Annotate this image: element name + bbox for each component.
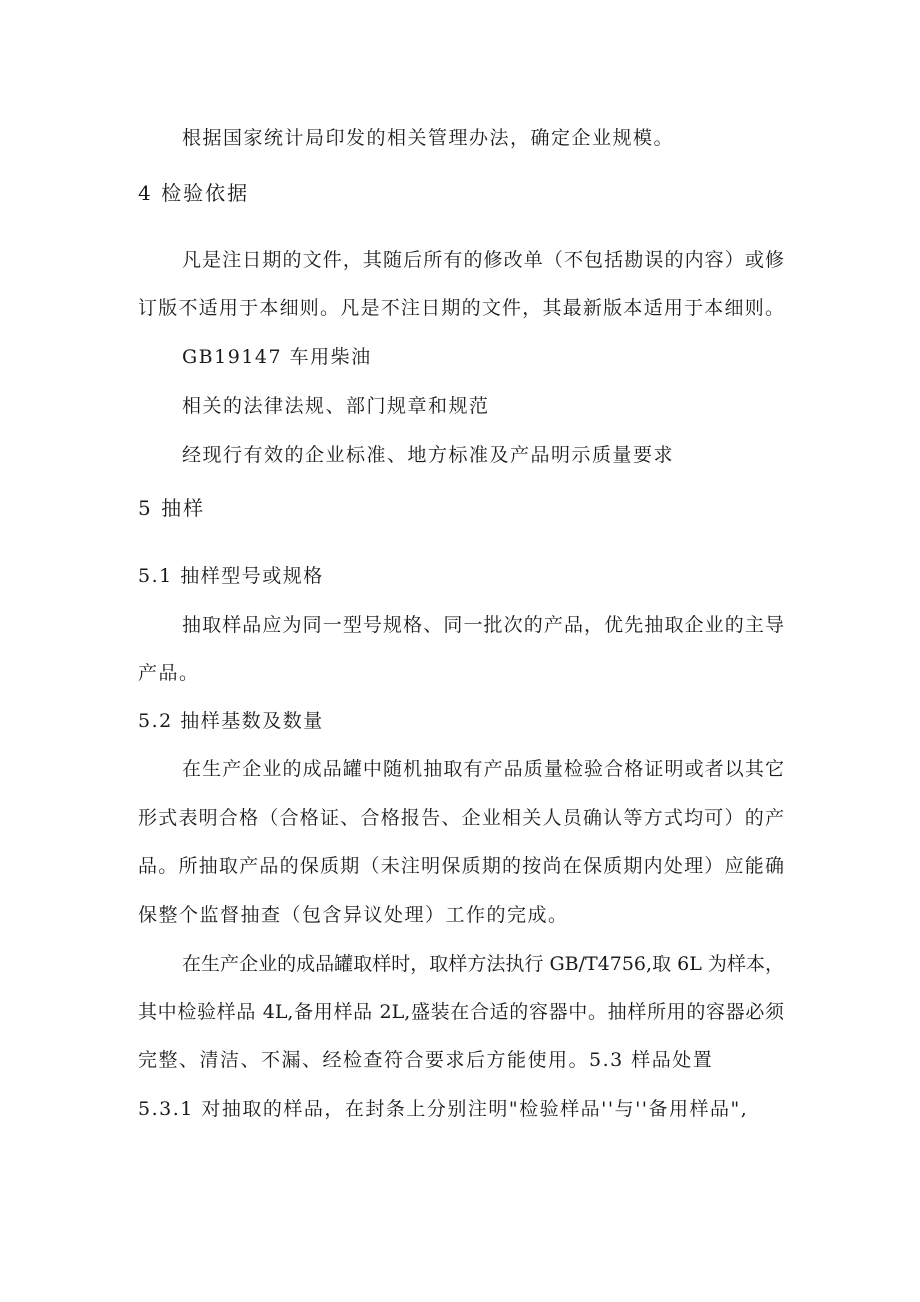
paragraph-5-2-a-line-2: 形式表明合格（合格证、合格报告、企业相关人员确认等方式均可）的产 [138, 807, 784, 829]
reference-laws-regulations: 相关的法律法规、部门规章和规范 [182, 395, 490, 417]
paragraph-5-1-line-2: 产品。 [138, 662, 200, 684]
subsection-heading-5-1: 5.1 抽样型号或规格 [138, 565, 324, 587]
reference-enterprise-standards: 经现行有效的企业标准、地方标准及产品明示质量要求 [182, 444, 675, 466]
paragraph-5-2-b-line-3: 完整、清洁、不漏、经检查符合要求后方能使用。5.3 样品处置 [138, 1049, 714, 1071]
paragraph-enterprise-scale: 根据国家统计局印发的相关管理办法，确定企业规模。 [182, 127, 675, 149]
standard-reference-gb19147: GB19147 车用柴油 [182, 346, 372, 368]
subsection-heading-5-2: 5.2 抽样基数及数量 [138, 710, 324, 732]
section-heading-sampling: 5 抽样 [138, 496, 206, 520]
paragraph-dated-documents-line-2: 订版不适用于本细则。凡是不注日期的文件，其最新版本适用于本细则。 [138, 297, 784, 319]
paragraph-5-2-b-line-1: 在生产企业的成品罐取样时，取样方法执行 GB/T4756,取 6L 为样本， [182, 953, 784, 975]
paragraph-5-2-b-line-2: 其中检验样品 4L,备用样品 2L,盛装在合适的容器中。抽样所用的容器必须 [138, 1001, 784, 1023]
paragraph-5-2-a-line-4: 保整个监督抽查（包含异议处理）工作的完成。 [138, 904, 569, 926]
section-heading-inspection-basis: 4 检验依据 [138, 181, 250, 205]
paragraph-5-3-1: 5.3.1 对抽取的样品，在封条上分别注明"检验样品''与''备用样品", [138, 1098, 749, 1120]
paragraph-dated-documents-line-1: 凡是注日期的文件，其随后所有的修改单（不包括勘误的内容）或修 [182, 249, 784, 271]
paragraph-5-2-a-line-3: 品。所抽取产品的保质期（未注明保质期的按尚在保质期内处理）应能确 [138, 855, 784, 877]
paragraph-5-2-a-line-1: 在生产企业的成品罐中随机抽取有产品质量检验合格证明或者以其它 [182, 758, 784, 780]
paragraph-5-1-line-1: 抽取样品应为同一型号规格、同一批次的产品，优先抽取企业的主导 [182, 614, 784, 636]
